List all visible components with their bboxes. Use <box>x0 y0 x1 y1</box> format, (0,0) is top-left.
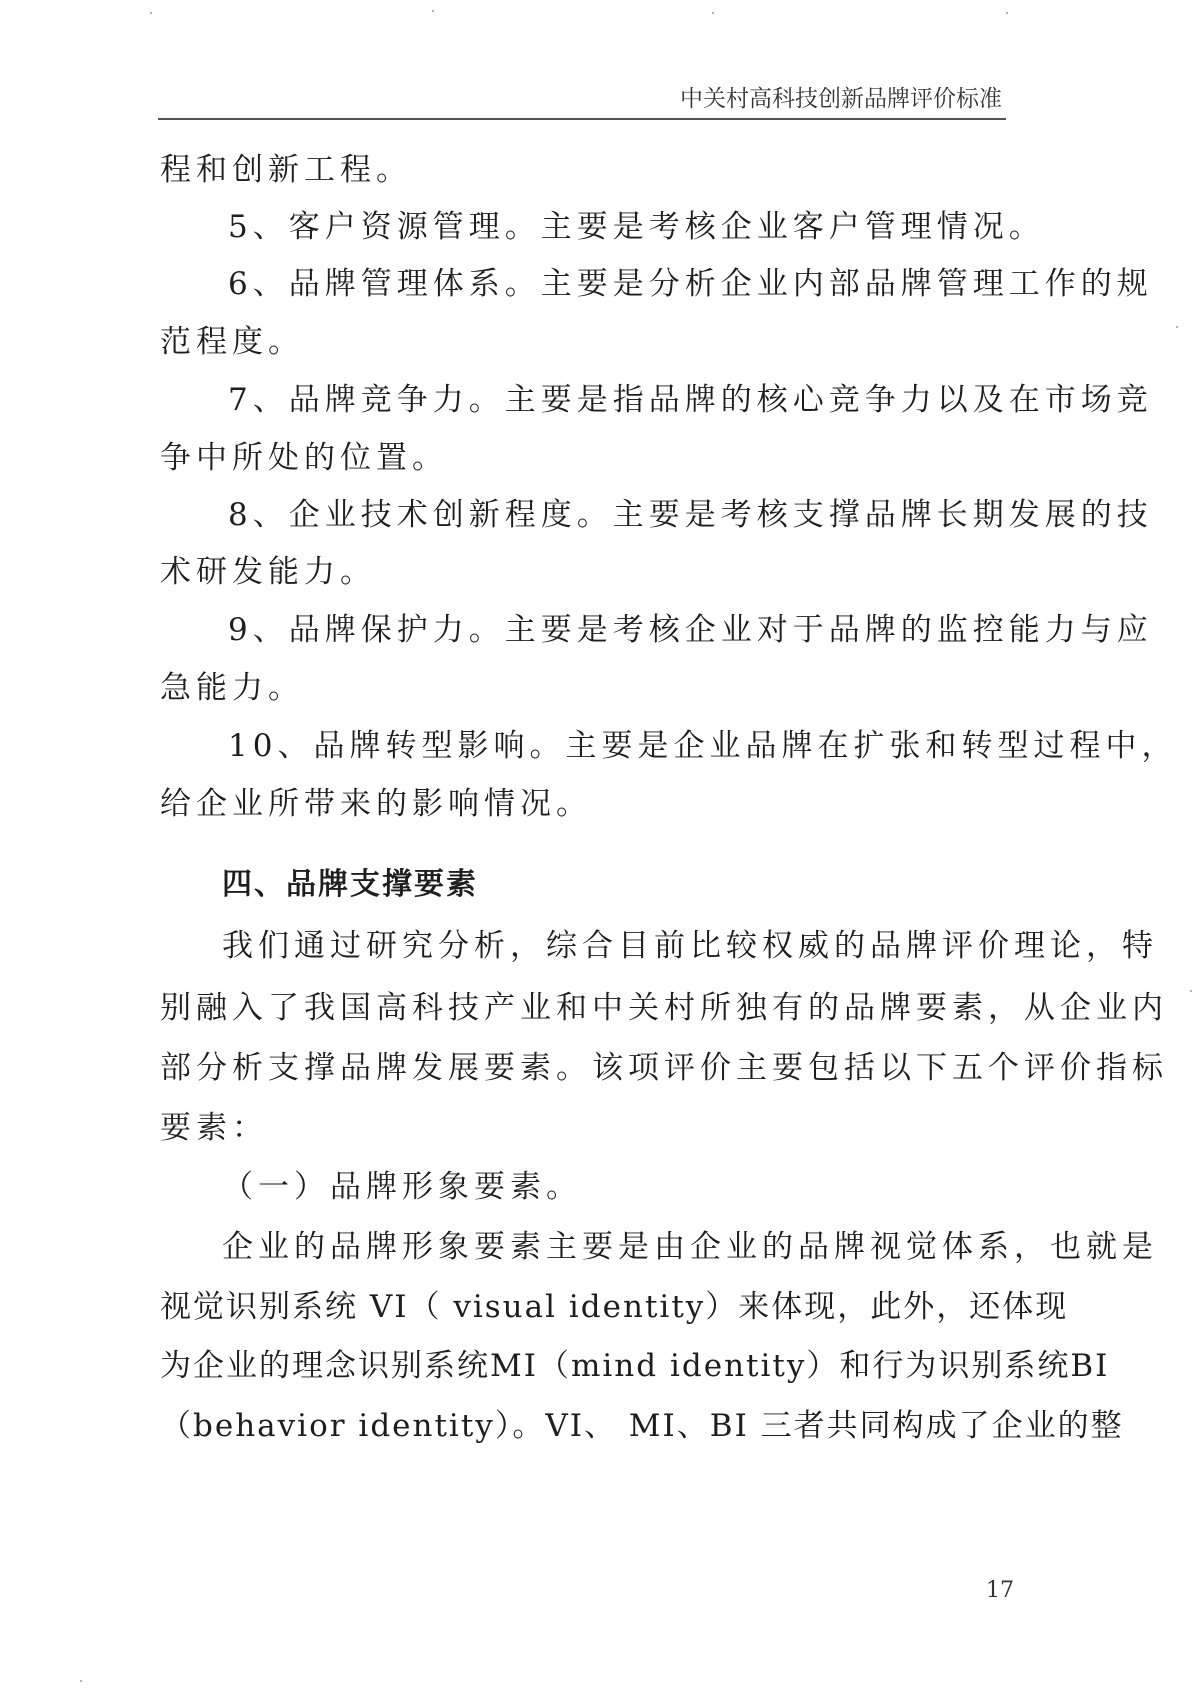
running-header <box>158 84 1006 120</box>
list-item-8: 8、企业技术创新程度。主要是考核支撑品牌长期发展的技 <box>228 497 1153 533</box>
paragraph-line-2: 别融入了我国高科技产业和中关村所独有的品牌要素，从企业内 <box>160 990 1168 1026</box>
list-item-9: 9、品牌保护力。主要是考核企业对于品牌的监控能力与应 <box>228 612 1153 648</box>
scan-speck <box>1006 12 1008 14</box>
paragraph2-line-3: 为企业的理念识别系统MI（mind identity）和行为识别系统BI <box>160 1348 1110 1384</box>
scan-speck <box>1176 326 1178 328</box>
page-number: 17 <box>986 1578 1014 1603</box>
scan-speck <box>712 12 714 14</box>
list-item-6-continued: 范程度。 <box>160 324 304 360</box>
paragraph2-line-2: 视觉识别系统 VI（ visual identity）来体现，此外，还体现 <box>160 1289 1069 1325</box>
running-header-title: 中关村高科技创新品牌评价标准 <box>680 86 1002 112</box>
section-heading: 四、品牌支撑要素 <box>222 867 478 902</box>
paragraph-line-1: 我们通过研究分析，综合目前比较权威的品牌评价理论，特 <box>222 928 1158 964</box>
list-item-8-continued: 术研发能力。 <box>160 554 376 590</box>
scan-speck <box>80 1680 82 1682</box>
scan-speck <box>432 10 434 12</box>
list-item-6: 6、品牌管理体系。主要是分析企业内部品牌管理工作的规 <box>228 266 1153 302</box>
list-item-10-continued: 给企业所带来的影响情况。 <box>160 786 592 822</box>
list-item-7-continued: 争中所处的位置。 <box>160 440 448 476</box>
scan-speck <box>150 12 152 14</box>
list-item-5: 5、客户资源管理。主要是考核企业客户管理情况。 <box>228 209 1045 245</box>
paragraph2-line-1: 企业的品牌形象要素主要是由企业的品牌视觉体系，也就是 <box>222 1229 1158 1265</box>
paragraph-line-3: 部分析支撑品牌发展要素。该项评价主要包括以下五个评价指标 <box>160 1050 1168 1086</box>
scan-speck <box>1190 990 1192 992</box>
list-item-9-continued: 急能力。 <box>160 670 304 706</box>
subsection-heading: （一）品牌形象要素。 <box>222 1169 582 1205</box>
list-item-7: 7、品牌竞争力。主要是指品牌的核心竞争力以及在市场竞 <box>228 382 1153 418</box>
paragraph-line-4: 要素： <box>160 1110 268 1146</box>
list-item-10: 10、品牌转型影响。主要是企业品牌在扩张和转型过程中， <box>228 728 1178 764</box>
paragraph2-line-4: （behavior identity）。VI、 MI、BI 三者共同构成了企业的整 <box>160 1408 1124 1444</box>
body-line-1: 程和创新工程。 <box>160 152 412 188</box>
